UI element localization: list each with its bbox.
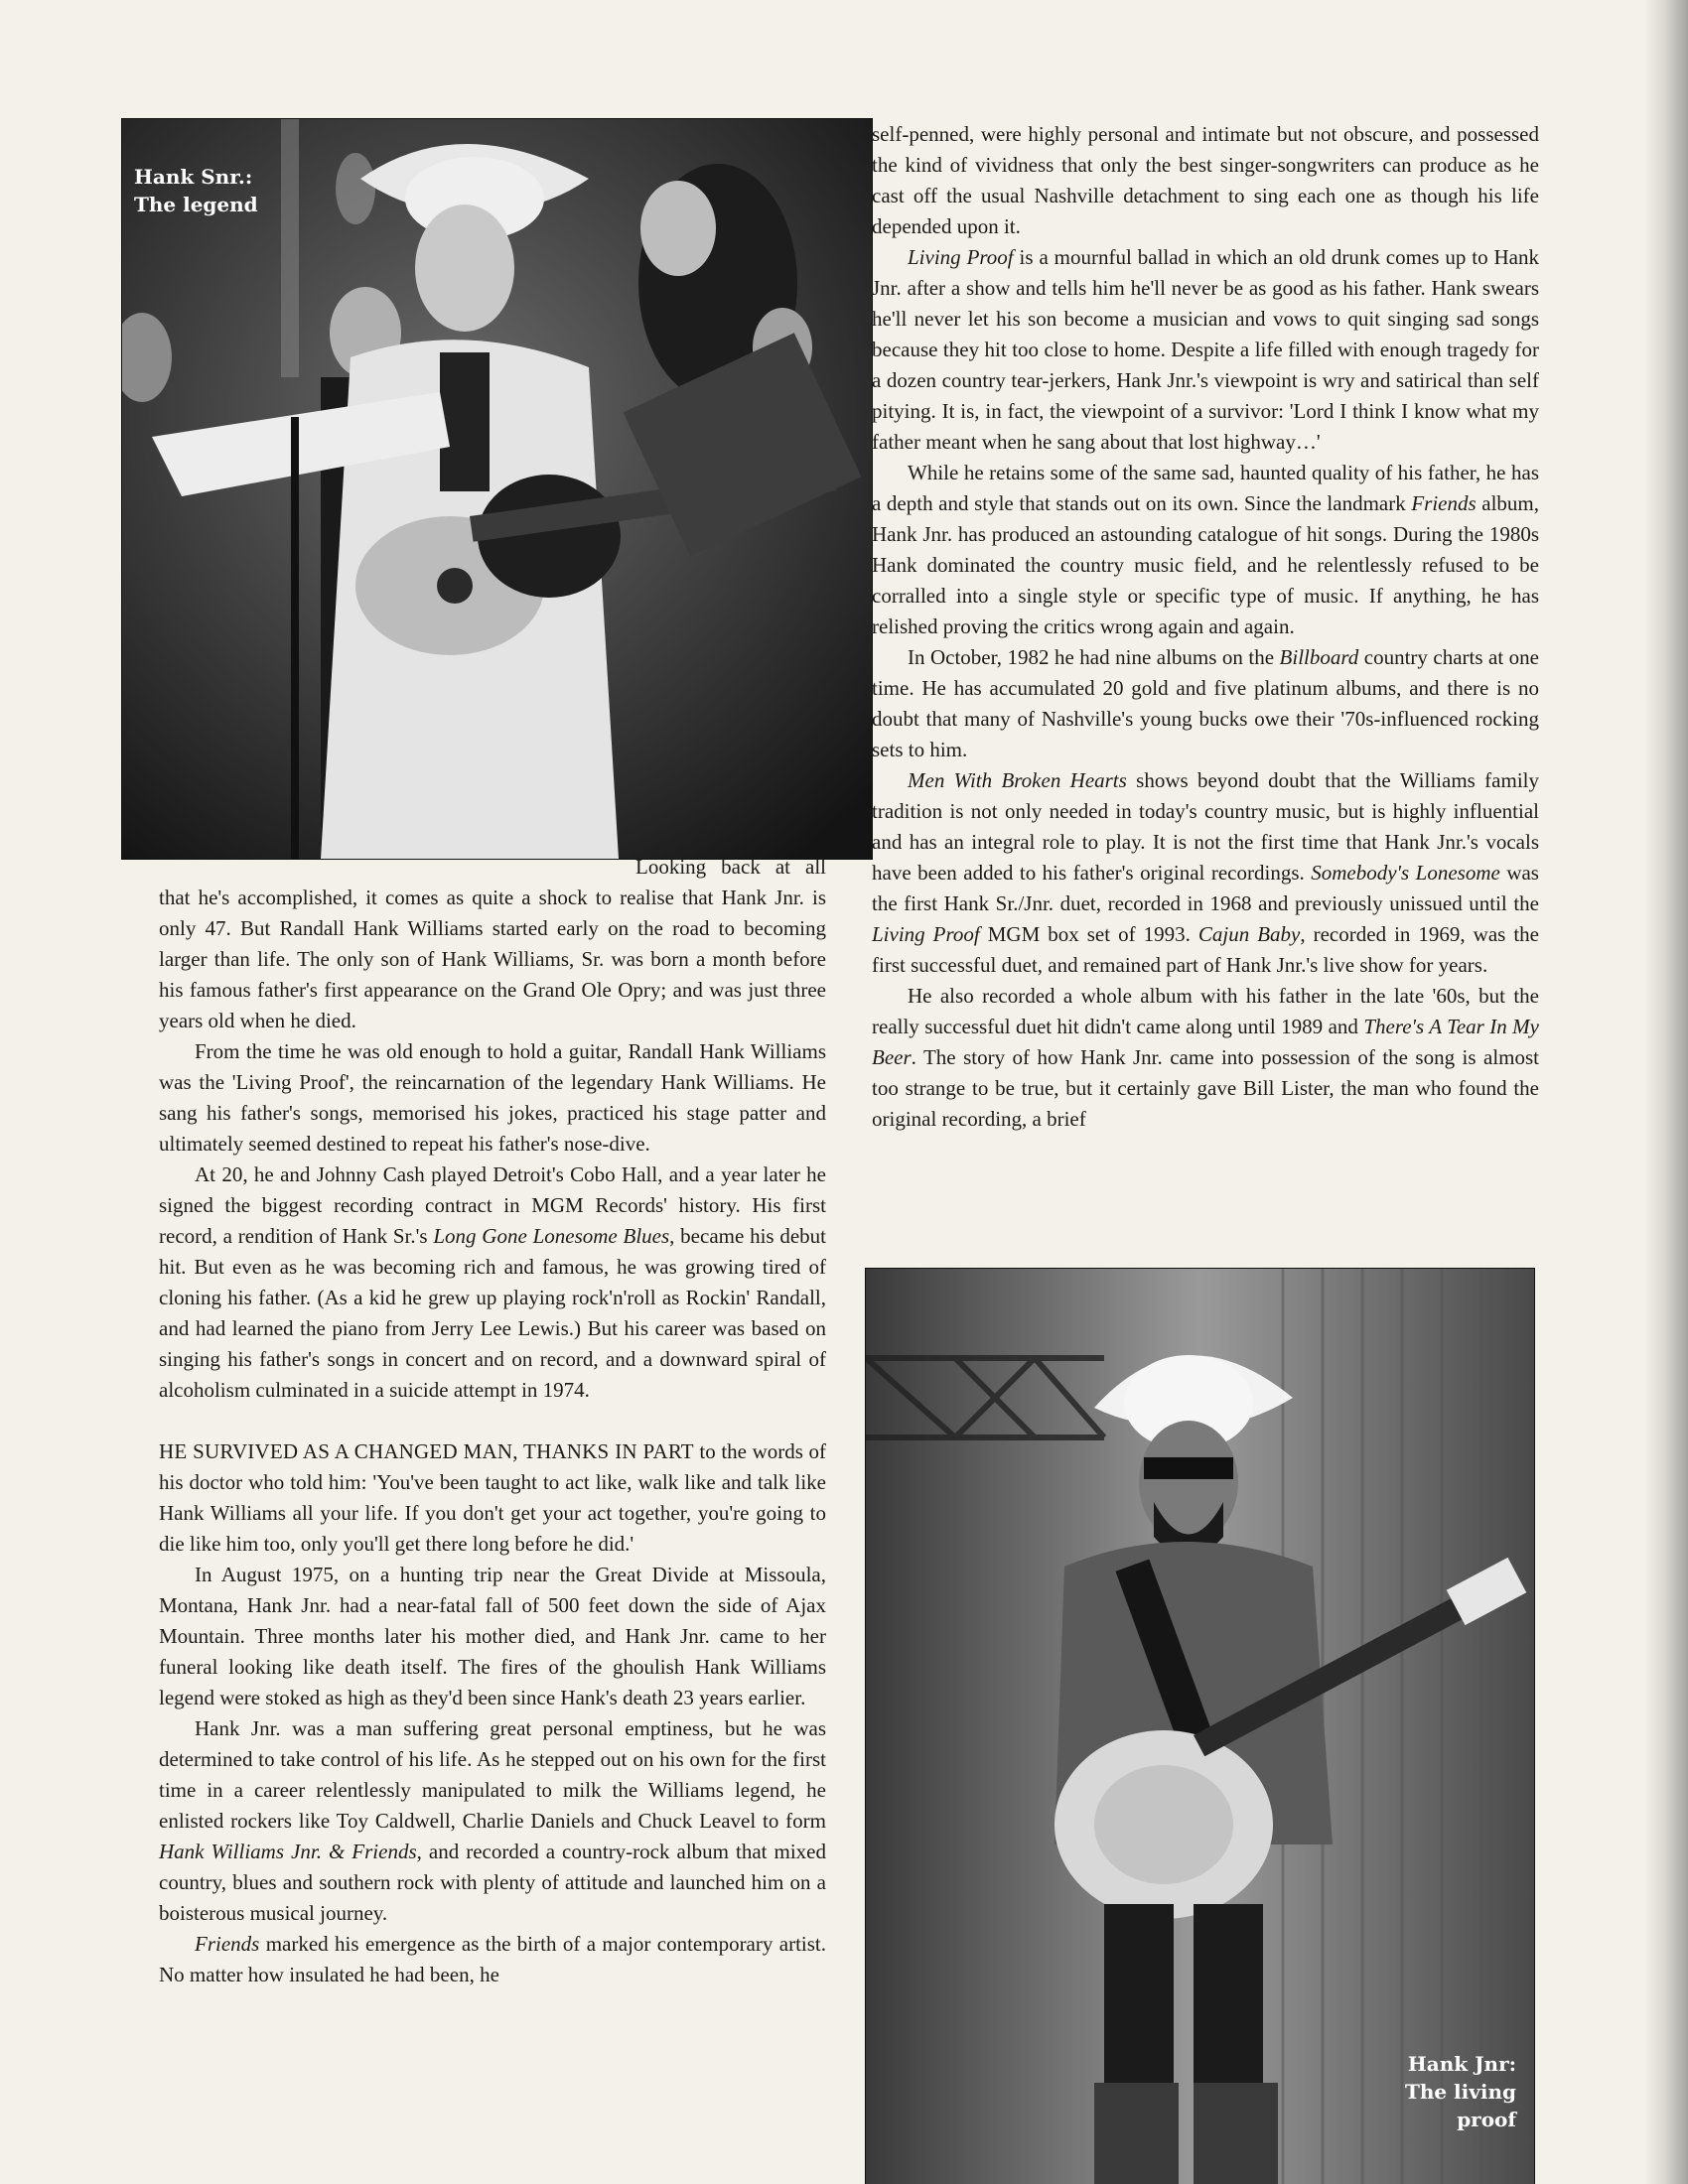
left-paragraph-6 [159,1713,826,1929]
right-p5-b: was the first Hank Sr./Jnr. duet, recorded in 1968 and previously unissued until the [872,861,1539,915]
right-p3-b: album, Hank Jnr. has produced an astounding catalogue of hit songs. During the 1980s Hank dominated the country music field, and he relentlessly refused to be corralled into a single style or specific type of music. If anything, he has relished proving the critics wrong again and again. [872,491,1540,638]
right-p5-title3: Living Proof [872,922,980,946]
left-p7-title: Friends [195,1932,260,1956]
left-paragraph-5: In August 1975, on a hunting trip near the Great Divide at Missoula, Montana, Hank Jnr. had a near-fatal fall of 500 feet down the side of Ajax Mountain. Three months later his mother died, and Hank Jnr. came to her funeral looking like death itself. The fires of the ghoulish Hank Williams legend were stoked as high as they'd been since Hank's death 23 years earlier. [159,1563,826,1709]
left-p4-rest: to the words of his doctor who told him: 'You've been taught to act like, walk like and talk like Hank Williams all your life. If you don't get your act together, you're going to die like him too, only you'll get there long before he did.' [159,1439,826,1556]
hank-jnr-caption-line1: Hank Jnr: [1407,2052,1516,2076]
right-p4-b: country charts at one time. He has accumulated 20 gold and five platinum albums, and there is no doubt that many of Nashville's young bucks owe their '70s-influenced rocking sets to him. [872,645,1539,761]
right-column-text [872,119,1539,1135]
right-paragraph-4 [872,642,1539,765]
hank-snr-photo-art [122,119,872,859]
right-p5-a: shows beyond doubt that the Williams family tradition is not only needed in today's country music, but is highly influential and has an integral role to play. It is not the first time that Hank Jnr.'s vocals have been added to his father's original recordings. [872,768,1539,885]
right-paragraph-6 [872,981,1539,1135]
right-p5-d: , recorded in 1969, was the first successful duet, and remained part of Hank Jnr.'s live show for years. [872,922,1539,977]
right-p3-a: While he retains some of the same sad, haunted quality of his father, he has a depth and style that stands out on its own. Since the landmark [872,461,1539,515]
right-p4-title: Billboard [1279,645,1359,669]
right-p5-c: MGM box set of 1993. [979,922,1198,946]
hank-jnr-caption-line2: The living [1404,2080,1516,2104]
page-gutter-shadow [1644,0,1688,2184]
right-paragraph-1: self-penned, were highly personal and intimate but not obscure, and possessed the kind of vividness that only the best singer-songwriters can produce as he cast off the usual Nashville detachment to sing each one as though his life depended upon it. [872,122,1539,238]
left-column-text [159,852,826,1990]
hank-jnr-photo-art [866,1269,1534,2184]
hank-snr-caption [134,163,258,218]
right-p2-title: Living Proof [908,245,1014,269]
right-p6-title: There's A Tear In My Beer [872,1015,1539,1069]
left-lead-in: Looking back at all [635,855,826,879]
hank-jnr-photo [866,1269,1534,2184]
hank-snr-photo [122,119,872,859]
right-paragraph-3 [872,458,1539,642]
right-p6-a: He also recorded a whole album with his father in the late '60s, but the really successful duet hit didn't came along until 1989 and [872,984,1539,1038]
left-p6-b: , and recorded a country-rock album that mixed country, blues and southern rock with plenty of attitude and launched him on a boisterous musical journey. [159,1840,827,1925]
left-paragraph-3 [159,1160,826,1406]
hank-snr-caption-line2: The legend [134,193,258,216]
left-paragraph-7 [159,1929,826,1990]
right-p5-title4: Cajun Baby [1197,922,1301,946]
left-p3-b: , became his debut hit. But even as he was becoming rich and famous, he was growing tired of cloning his father. (As a kid he grew up playing rock'n'roll as Rockin' Randall, and had learned the piano from Jerry Lee Lewis.) But his career was based on singing his father's songs in concert and on record, and a downward spiral of alcoholism culminated in a suicide attempt in 1974. [159,1224,827,1402]
left-p7-rest: marked his emergence as the birth of a major contemporary artist. No matter how insulated he had been, he [159,1932,826,1986]
hank-jnr-caption-line3: proof [1457,2108,1516,2131]
left-p6-title: Hank Williams Jnr. & Friends [159,1840,417,1863]
right-paragraph-5 [872,765,1539,981]
right-p4-a: In October, 1982 he had nine albums on the [908,645,1280,669]
hank-snr-caption-line1: Hank Snr.: [134,165,253,189]
left-p1-text: that he's accomplished, it comes as quite a shock to realise that Hank Jnr. is only 47. But Randall Hank Williams started early on the road to becoming larger than life. The only son of Hank Williams, Sr. was born a month before his famous father's first appearance on the Grand Ole Opry; and was just three years old when he died. [159,886,826,1032]
left-p3-title: Long Gone Lonesome Blues [433,1224,670,1248]
right-paragraph-2 [872,242,1539,458]
left-paragraph-2: From the time he was old enough to hold a guitar, Randall Hank Williams was the 'Living Proof', the reincarnation of the legendary Hank Williams. He sang his father's songs, memorised his jokes, practiced his stage patter and ultimately seemed destined to repeat his father's nose-dive. [159,1039,826,1156]
right-p5-title: Men With Broken Hearts [908,768,1127,792]
right-p6-b: . The story of how Hank Jnr. came into possession of the song is almost too strange to be true, but it certainly gave Bill Lister, the man who found the original recording, a brief [872,1045,1539,1131]
left-paragraph-1 [159,852,826,1036]
left-p3-a: At 20, he and Johnny Cash played Detroit's Cobo Hall, and a year later he signed the biggest recording contract in MGM Records' history. His first record, a rendition of Hank Sr.'s [159,1162,826,1248]
left-paragraph-4 [159,1436,826,1560]
right-p2-rest: is a mournful ballad in which an old drunk comes up to Hank Jnr. after a show and tells him he'll never be as good as his father. Hank swears he'll never let his son become a musician and vows to quit singing sad songs because they hit too close to home. Despite a life filled with enough tragedy for a dozen country tear-jerkers, Hank Jnr.'s viewpoint is wry and satirical than self pitying. It is, in fact, the viewpoint of a survivor: 'Lord I think I know what my father meant when he sang about that lost highway…' [872,245,1539,454]
hank-jnr-caption [1367,2050,1516,2133]
right-p3-title: Friends [1411,491,1477,515]
left-p4-caps: HE SURVIVED AS A CHANGED MAN, THANKS IN PART [159,1439,694,1463]
right-p5-title2: Somebody's Lonesome [1311,861,1500,885]
left-p6-a: Hank Jnr. was a man suffering great personal emptiness, but he was determined to take control of his life. As he stepped out on his own for the first time in a career relentlessly manipulated to milk the Williams legend, he enlisted rockers like Toy Caldwell, Charlie Daniels and Chuck Leavel to form [159,1716,826,1833]
